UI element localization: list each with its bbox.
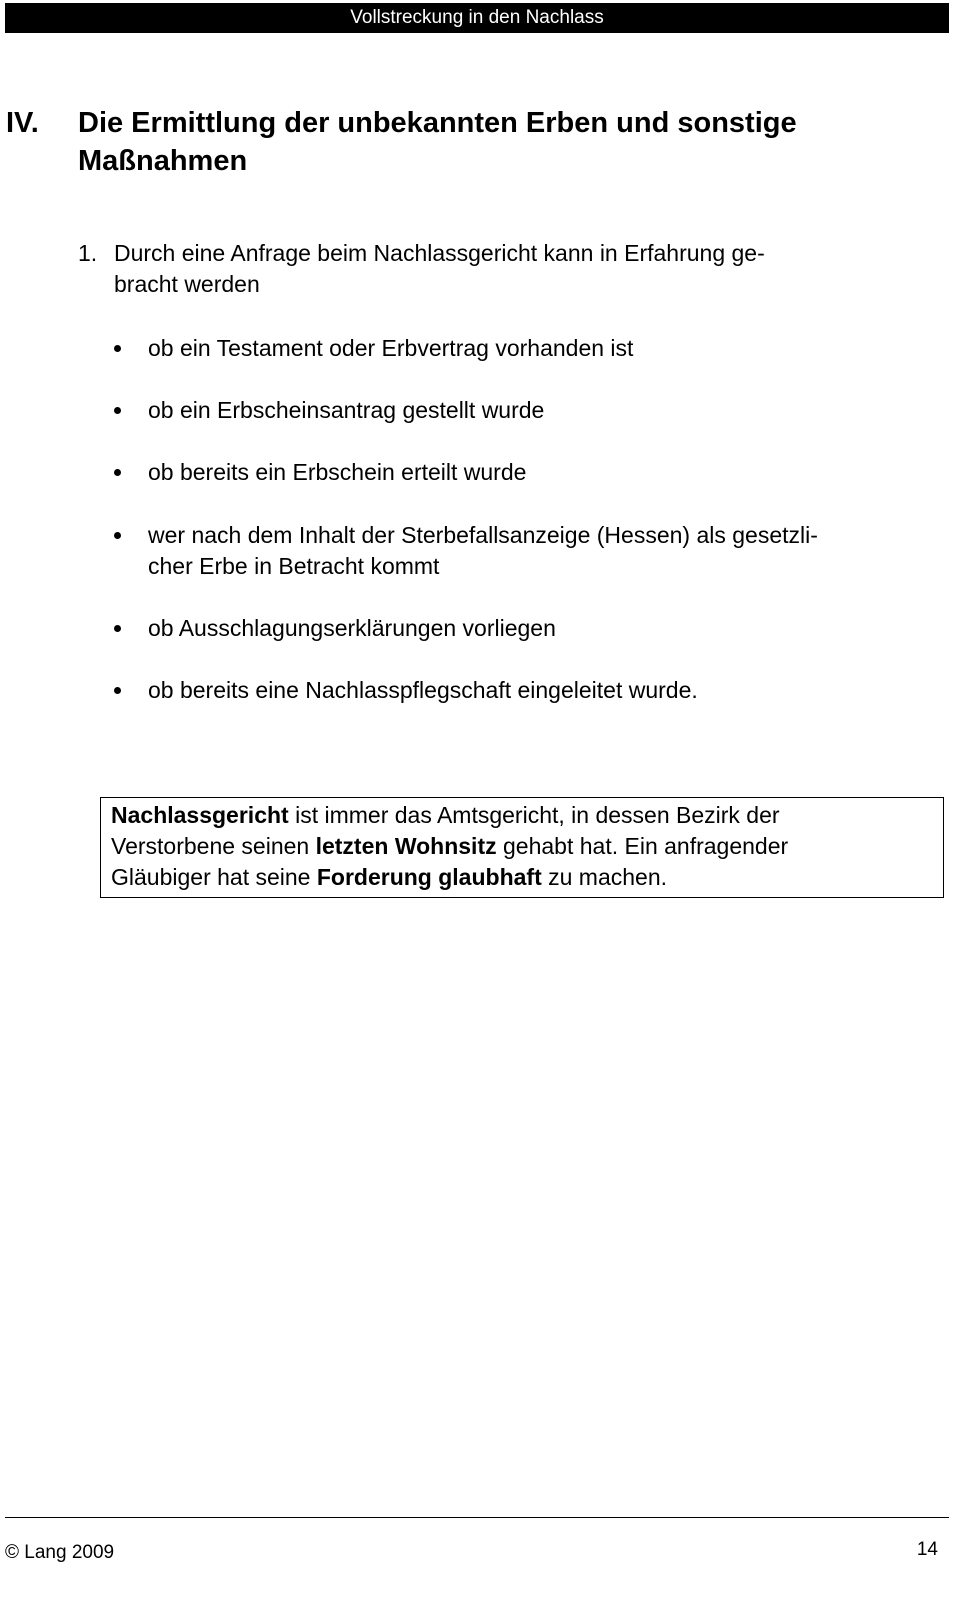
- running-header: [5, 3, 949, 33]
- bullet-dot-icon: [114, 687, 121, 694]
- running-header-title: Vollstreckung in den Nachlass: [350, 7, 604, 28]
- info-box-text: ist immer das Amtsgericht, in dessen Bezirk der: [288, 802, 780, 828]
- info-box-text: Gläubiger hat seine: [111, 864, 317, 890]
- intro-line-1: Durch eine Anfrage beim Nachlassgericht kann in Erfahrung ge-: [114, 240, 765, 266]
- bullet-dot-icon: [114, 532, 121, 539]
- info-box-line-3: [111, 862, 937, 893]
- footer-copyright: © Lang 2009: [5, 1542, 115, 1563]
- info-box-line-1: [111, 800, 937, 831]
- bullet-text: ob ein Testament oder Erbvertrag vorhanden ist: [148, 335, 634, 361]
- bullet-text: [148, 520, 928, 582]
- section-number: IV.: [6, 107, 39, 139]
- info-box-text: Verstorbene seinen: [111, 833, 316, 859]
- info-box-text: zu machen.: [541, 864, 668, 890]
- info-box-bold-term: letzten Wohnsitz: [315, 833, 497, 859]
- info-box-line-2: [111, 831, 937, 862]
- section-title: [78, 104, 938, 180]
- info-box-bold-term: Nachlassgericht: [111, 802, 289, 828]
- intro-number: 1.: [78, 240, 98, 266]
- intro-line-2: bracht werden: [114, 271, 260, 297]
- section-title-line-2: Maßnahmen: [78, 145, 248, 177]
- bullet-dot-icon: [114, 345, 121, 352]
- bullet-text-line-1: wer nach dem Inhalt der Sterbefallsanzeige (Hessen) als gesetzli-: [148, 522, 818, 548]
- bullet-dot-icon: [114, 469, 121, 476]
- page-number: 14: [916, 1539, 938, 1560]
- info-box: [100, 797, 944, 898]
- bullet-text: ob bereits ein Erbschein erteilt wurde: [148, 459, 527, 485]
- bullet-dot-icon: [114, 625, 121, 632]
- intro-text: [114, 238, 914, 300]
- bullet-text: ob ein Erbscheinsantrag gestellt wurde: [148, 397, 545, 423]
- info-box-text: gehabt hat. Ein anfragender: [496, 833, 789, 859]
- footer-divider: [5, 1517, 949, 1518]
- section-title-line-1: Die Ermittlung der unbekannten Erben und sonstige: [78, 107, 797, 139]
- bullet-text-line-2: cher Erbe in Betracht kommt: [148, 553, 440, 579]
- bullet-text: ob Ausschlagungserklärungen vorliegen: [148, 615, 556, 641]
- bullet-dot-icon: [114, 407, 121, 414]
- bullet-text: ob bereits eine Nachlasspflegschaft eingeleitet wurde.: [148, 677, 698, 703]
- info-box-bold-term: Forderung glaubhaft: [316, 864, 542, 890]
